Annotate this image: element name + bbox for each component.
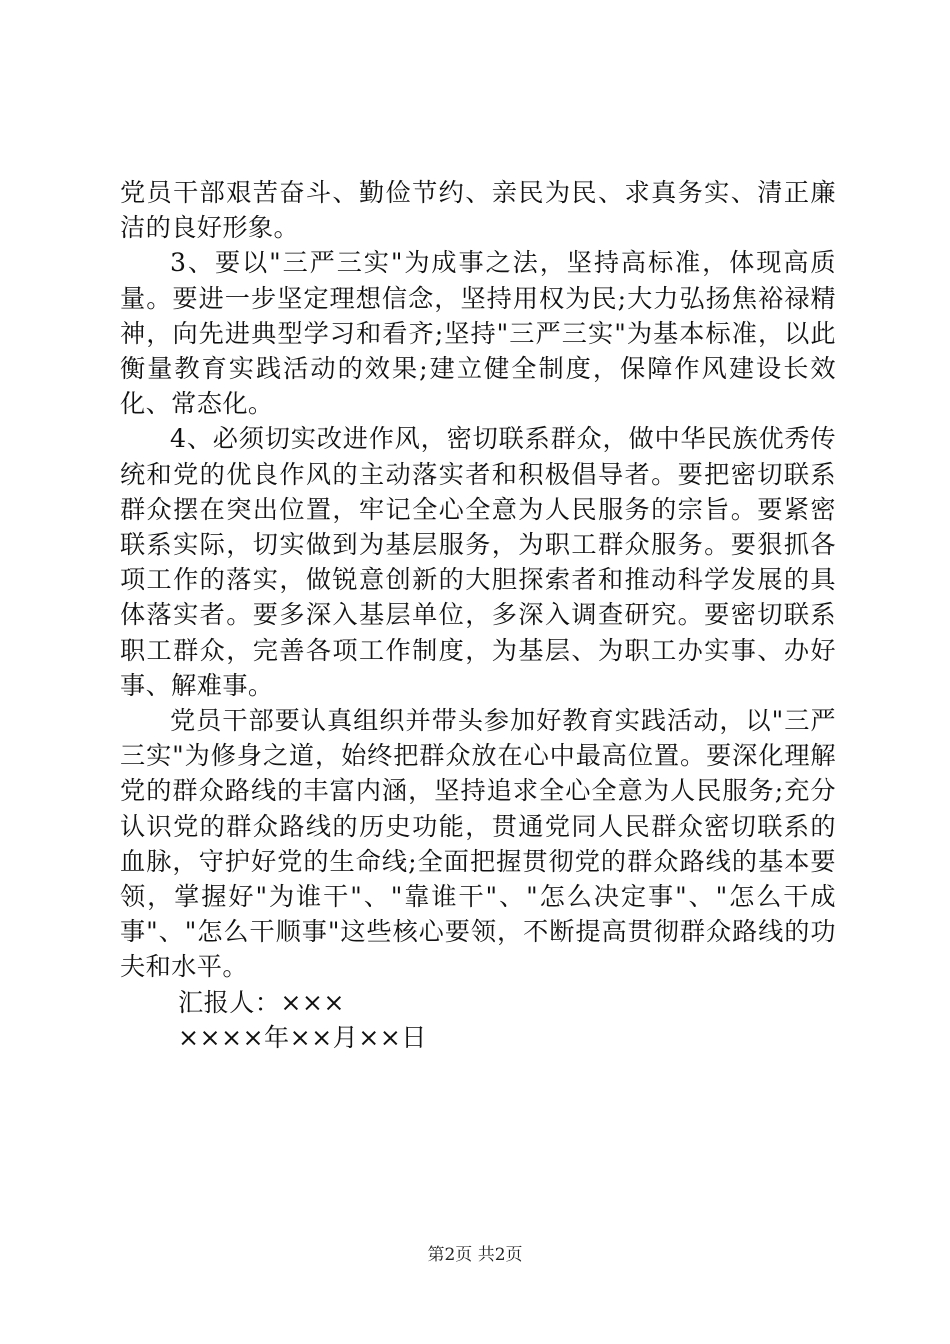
paragraph-3: 4、必须切实改进作风，密切联系群众，做中华民族优秀传统和党的优良作风的主动落实者和积极倡导者。要把密切联系群众摆在突出位置，牢记全心全意为人民服务的宗旨。要紧密联系实际，切实做到为基层服务，为职工群众服务。要狠抓各项工作的落实，做锐意创新的大胆探索者和推动科学发展的具体落实者。要多深入基层单位，多深入调查研究。要密切联系职工群众，完善各项工作制度，为基层、为职工办实事、办好事、解难事。 xyxy=(120,424,836,700)
paragraph-1: 党员干部艰苦奋斗、勤俭节约、亲民为民、求真务实、清正廉洁的良好形象。 xyxy=(120,178,836,243)
document-body xyxy=(120,175,836,1055)
paragraph-4: 党员干部要认真组织并带头参加好教育实践活动，以"三严三实"为修身之道，始终把群众放在心中最高位置。要深化理解党的群众路线的丰富内涵，坚持追求全心全意为人民服务;充分认识党的群众路线的历史功能，贯通党同人民群众密切联系的血脉，守护好党的生命线;全面把握贯彻党的群众路线的基本要领，掌握好"为谁干"、"靠谁干"、"怎么决定事"、"怎么干成事"、"怎么干顺事"这些核心要领，不断提高贯彻群众路线的功夫和水平。 xyxy=(120,706,836,982)
page-footer: 第2页 共2页 xyxy=(427,1245,523,1265)
paragraph-2: 3、要以"三严三实"为成事之法，坚持高标准，体现高质量。要进一步坚定理想信念，坚持用权为民;大力弘扬焦裕禄精神，向先进典型学习和看齐;坚持"三严三实"为基本标准，以此衡量教育实践活动的效果;建立健全制度，保障作风建设长效化、常态化。 xyxy=(120,248,836,419)
date-line: ××××年××月××日 xyxy=(178,1022,427,1052)
reporter-line: 汇报人：××× xyxy=(178,987,345,1017)
